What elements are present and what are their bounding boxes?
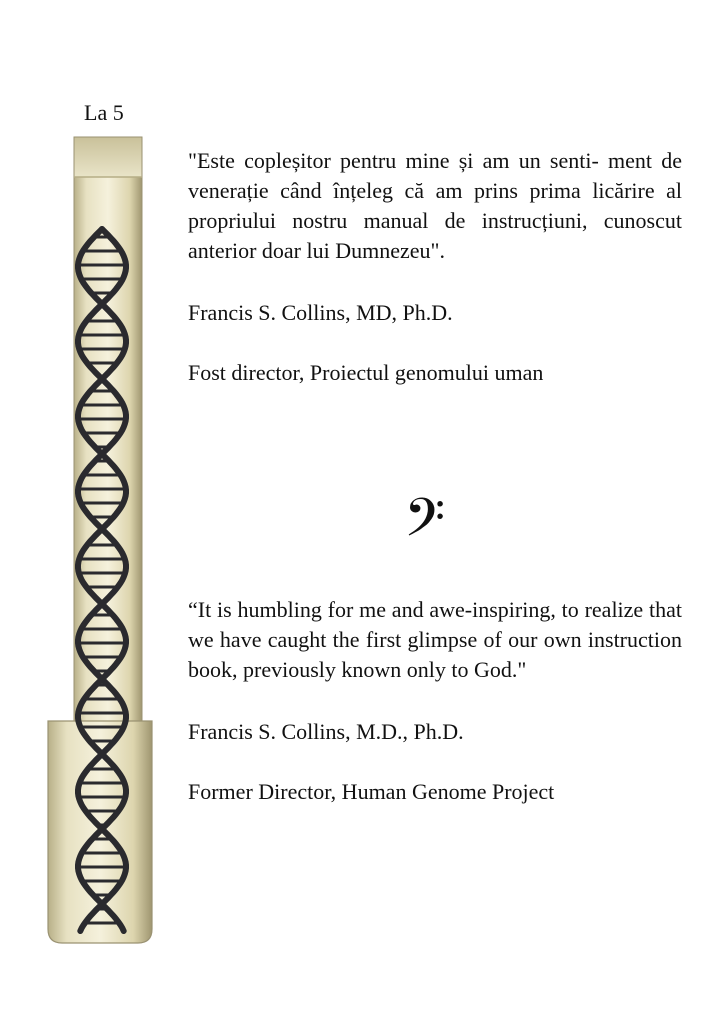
bass-clef-icon: 𝄢 [404,488,446,562]
romanian-author: Francis S. Collins, MD, Ph.D. [188,300,453,325]
romanian-quote: "Este copleșitor pentru mine și am un senti- ment de venerație când înțeleg că am prins prima licărire al propriului nostru manual de instrucțiuni, cunoscut anterior doar lui Dumnezeu". [188,148,682,263]
bookmark-cap [74,137,142,177]
page-number: La 5 [84,100,124,125]
english-quote: “It is humbling for me and awe-inspiring, to realize that we have caught the first glimpse of our own instruction book, previously known only to God." [188,597,682,682]
romanian-quote-block [188,146,682,388]
english-quote-block [188,595,682,807]
romanian-author-role: Fost director, Proiectul genomului uman [188,360,544,385]
english-author-role: Former Director, Human Genome Project [188,779,555,804]
english-author: Francis S. Collins, M.D., Ph.D. [188,719,464,744]
dna-bookmark [44,133,160,948]
